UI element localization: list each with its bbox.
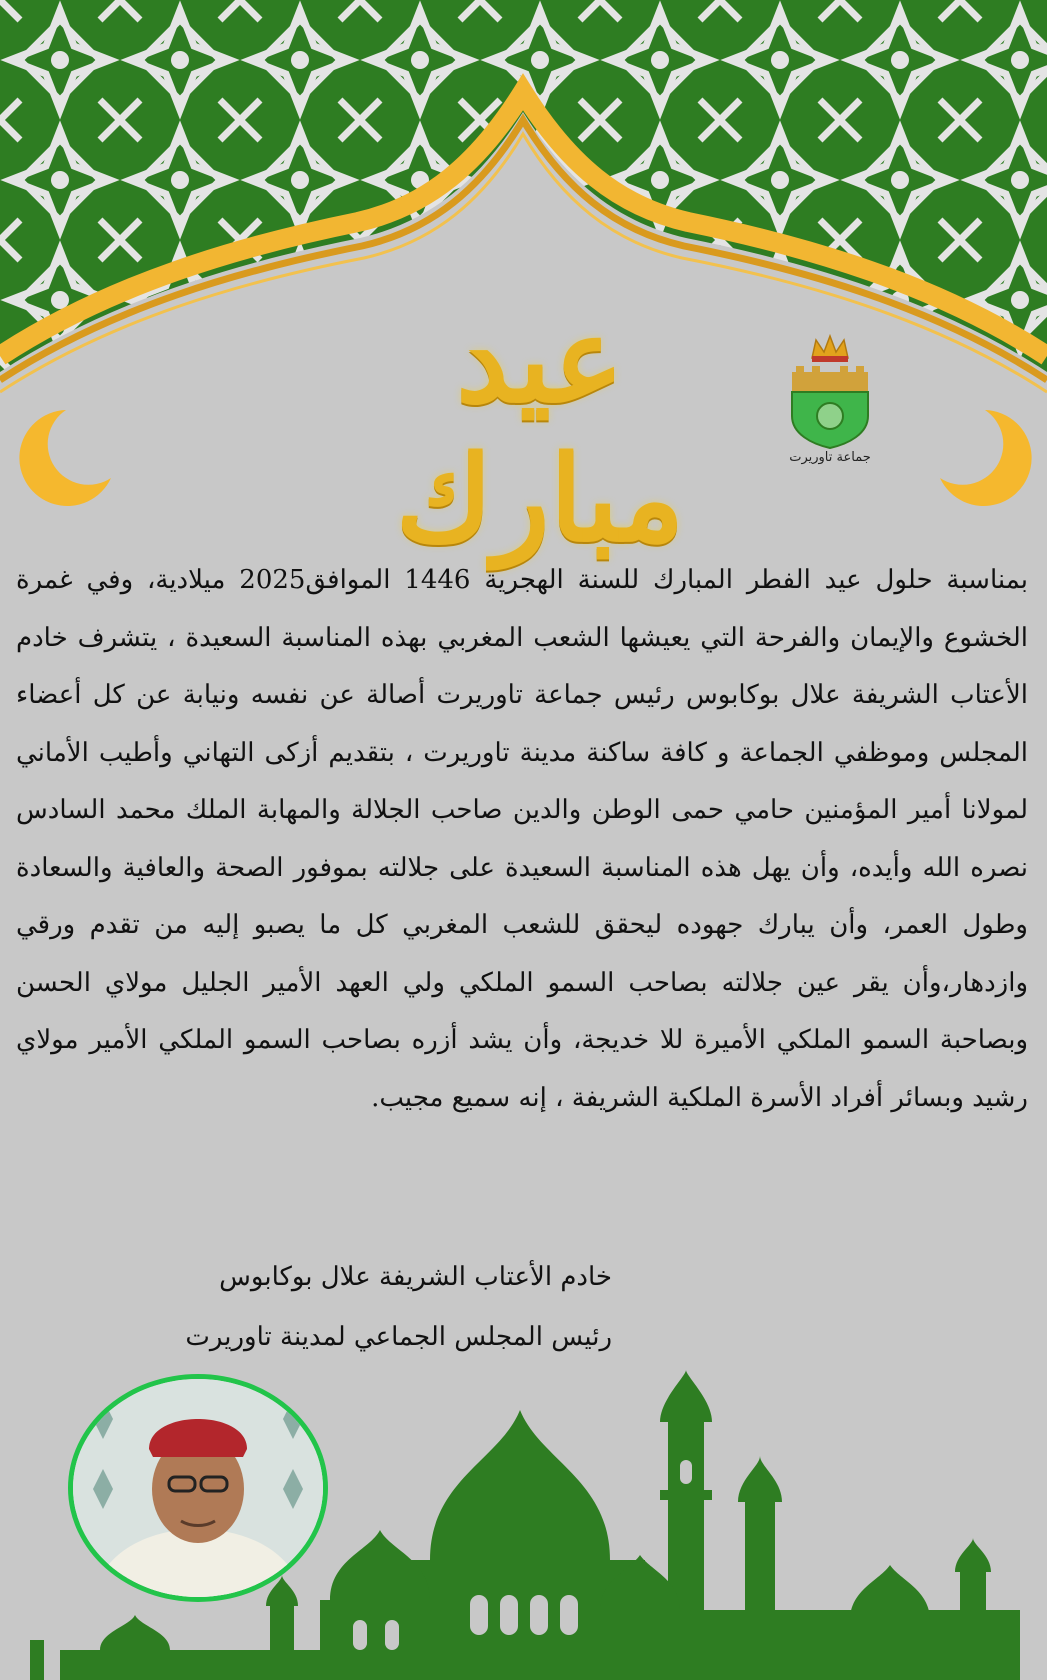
- municipality-label: جماعة تاوريرت: [789, 450, 871, 465]
- mayor-portrait: [68, 1374, 328, 1602]
- portrait-photo: [73, 1379, 323, 1597]
- signature-name: خادم الأعتاب الشريفة علال بوكابوس: [219, 1262, 612, 1292]
- crescent-moon-left-icon: [6, 400, 116, 510]
- signature-title: رئيس المجلس الجماعي لمدينة تاوريرت: [185, 1322, 612, 1352]
- municipality-emblem: [782, 330, 878, 470]
- eid-mubarak-title: عيد مبارك: [395, 290, 685, 568]
- eid-mubarak-calligraphy: [330, 270, 750, 568]
- crown-shield-icon: [782, 330, 878, 450]
- greeting-message: بمناسبة حلول عيد الفطر المبارك للسنة الهجرية 1446 الموافق2025 ميلادية، وفي غمرة الخشوع والإيمان والفرحة التي يعيشها الشعب المغربي بهذه المناسبة السعيدة ، يتشرف خادم الأعتاب الشريفة علال بوكابوس رئيس جماعة تاوريرت أصالة عن نفسه ونيابة عن كل أعضاء المجلس وموظفي الجماعة و كافة ساكنة مدينة تاوريرت ، بتقديم أزكى التهاني وأطيب الأماني لمولانا أمير المؤمنين حامي حمى الوطن والدين صاحب الجلالة والمهابة الملك محمد السادس نصره الله وأيده، وأن يهل هذه المناسبة السعيدة على جلالته بموفور الصحة والعافية والسعادة وطول العمر، وأن يبارك جهوده ليحقق للشعب المغربي كل ما يصبو إليه من تقدم ورقي وازدهار،وأن يقر عين جلالته بصاحب السمو الملكي ولي العهد الأمير الجليل مولاي الحسن وبصاحبة السمو الملكي الأميرة للا خديجة، وأن يشد أزره بصاحب السمو الملكي الأمير مولاي رشيد وبسائر أفراد الأسرة الملكية الشريفة ، إنه سميع مجيب.: [16, 565, 1029, 1113]
- crescent-moon-right-icon: [935, 400, 1045, 510]
